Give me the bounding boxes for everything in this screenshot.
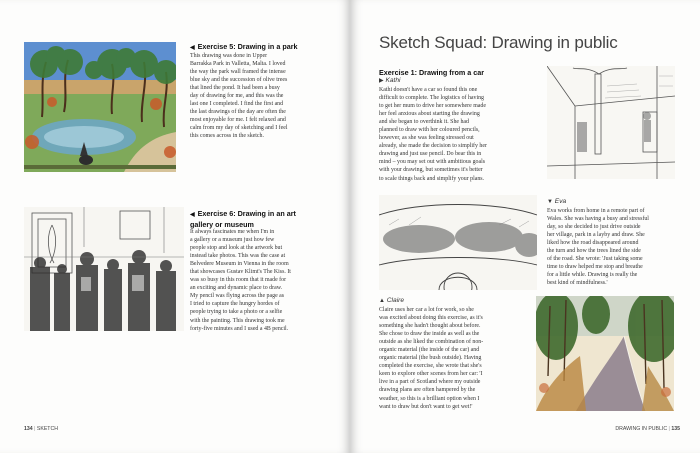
text-line: the turn and how the trees lined the side bbox=[547, 248, 641, 255]
right-arrow-icon: ▶ bbox=[379, 78, 384, 84]
text-line: completed the exercise, she wrote that she's bbox=[379, 363, 482, 370]
text-line: She chose to draw the inside as well as the bbox=[379, 331, 480, 338]
page-number: 135 bbox=[671, 426, 680, 432]
text-line: people stop and look at the artwork but bbox=[190, 245, 283, 252]
text-line: want to draw but don't want to get wet!' bbox=[379, 403, 473, 410]
exercise1-heading: Exercise 1: Drawing from a car bbox=[379, 68, 485, 77]
text-line: difficult to complete. The logistics of having bbox=[379, 95, 484, 102]
text-line: to get her mum to drive her somewhere made bbox=[379, 103, 486, 110]
text-line: last one I completed. I find the first and bbox=[190, 101, 284, 108]
exercise5-body bbox=[190, 52, 288, 141]
text-line: planned to draw with her coloured pencils, bbox=[379, 127, 480, 134]
text-line: most enjoyable for me. I felt relaxed and bbox=[190, 117, 286, 124]
text-line: a gallery or a museum just how few bbox=[190, 237, 275, 244]
text-line: Claire uses her car a lot for work, so she bbox=[379, 307, 474, 313]
text-line: her village, park in a layby and draw. She bbox=[547, 232, 645, 239]
right-folio: DRAWING IN PUBLIC | 135 bbox=[615, 426, 680, 432]
kathi-car-sketch-image bbox=[547, 66, 675, 179]
section-name: DRAWING IN PUBLIC bbox=[615, 426, 668, 432]
text-line: with the painting. This drawing took me bbox=[190, 317, 285, 324]
text-line: this comes across in the sketch. bbox=[190, 133, 264, 140]
left-folio: 134 | SKETCH bbox=[24, 426, 58, 432]
kathi-caption: ▶ Kathi bbox=[379, 77, 401, 84]
text-line: people trying to take a photo or a selfie bbox=[190, 309, 283, 316]
text-line: Kathi doesn't have a car so found this one bbox=[379, 87, 478, 93]
left-arrow-icon: ◀ bbox=[190, 212, 195, 218]
exercise6-heading: ◀ Exercise 6: Drawing in an art gallery or museum bbox=[190, 209, 296, 229]
text-line: Wales. She was having a busy and stressful bbox=[547, 216, 649, 223]
text-line: weather, so this is a brilliant option when I bbox=[379, 395, 480, 402]
text-line: best kind of mindfulness.' bbox=[547, 280, 608, 287]
text-line: blue sky and the succession of olive trees bbox=[190, 77, 288, 84]
eva-body bbox=[547, 207, 649, 287]
up-arrow-icon: ▲ bbox=[379, 298, 385, 304]
text-line: This drawing was done in Upper bbox=[190, 53, 268, 59]
text-line: time to draw helped me stop and breathe bbox=[547, 264, 643, 271]
text-line: instead take photos. This was the case at bbox=[190, 253, 286, 260]
text-line: that lined the pond. It had been a busy bbox=[190, 85, 280, 92]
text-line: her feel anxious about starting the drawing bbox=[379, 111, 480, 118]
section-name: SKETCH bbox=[36, 426, 58, 432]
text-line: mind – you may set out with ambitious goals bbox=[379, 159, 486, 166]
text-line: day of drawing for me, and this was the bbox=[190, 93, 284, 100]
left-arrow-icon: ◀ bbox=[190, 45, 195, 51]
claire-body bbox=[379, 306, 483, 411]
page-title: Sketch Squad: Drawing in public bbox=[379, 33, 618, 52]
exercise6-heading-line2: gallery or museum bbox=[190, 220, 254, 229]
text-line: Belvedere Museum in Vienna in the room bbox=[190, 261, 289, 268]
text-line: that showcases Gustav Klimt's The Kiss. It bbox=[190, 269, 291, 276]
text-line: the last drawings of the day are often the bbox=[190, 109, 286, 116]
down-arrow-icon: ▼ bbox=[547, 199, 553, 205]
park-sketch-image bbox=[24, 42, 176, 172]
exercise5-heading: ◀ Exercise 5: Drawing in a park bbox=[190, 42, 298, 51]
text-line: of the road. She wrote: 'Just taking some bbox=[547, 256, 643, 263]
right-page bbox=[350, 0, 700, 453]
text-line: Eva works from home in a remote part of bbox=[547, 208, 645, 214]
text-line: with your drawing, but sometimes it's better bbox=[379, 167, 483, 174]
text-line: My pencil was flying across the page as bbox=[190, 293, 285, 300]
text-line: an exciting and dynamic place to draw. bbox=[190, 285, 283, 292]
text-line: drawing plans are often hampered by the bbox=[379, 387, 476, 394]
text-line: Barrakka Park in Valletta, Malta. I loved bbox=[190, 61, 286, 68]
text-line: was so busy in this room that it made for bbox=[190, 277, 287, 284]
gallery-sketch-image bbox=[24, 207, 184, 331]
text-line: for a little while. Drawing is really the bbox=[547, 272, 638, 279]
text-line: day, so she decided to just drive outside bbox=[547, 224, 641, 231]
text-line: the way the park wall framed the intense bbox=[190, 69, 286, 76]
text-line: forty-five minutes and I used a 4B pencil. bbox=[190, 325, 289, 332]
text-line: and she began to overthink it. She had bbox=[379, 119, 469, 126]
claire-caption: ▲ Claire bbox=[379, 297, 405, 304]
text-line: keen to explore other scenes from her car: 'I bbox=[379, 371, 483, 378]
text-line: calm from my day of sketching and I feel bbox=[190, 125, 288, 132]
text-line: to scale things back and simplify your plans. bbox=[379, 175, 485, 182]
text-line: something she hadn't thought about before. bbox=[379, 323, 481, 330]
text-line: organic material (the inside of the car) and bbox=[379, 347, 480, 354]
text-line: It always fascinates me when I'm in bbox=[190, 229, 275, 235]
eva-caption: ▼ Eva bbox=[547, 198, 567, 205]
text-line: already, she made the decision to simplify her bbox=[379, 143, 487, 150]
text-line: liked how the road disappeared around bbox=[547, 240, 639, 247]
text-line: live in a part of Scotland where my outside bbox=[379, 379, 481, 386]
text-line: was excited about doing this exercise, as it's bbox=[379, 315, 483, 322]
page-number: 134 bbox=[24, 426, 33, 432]
text-line: however, as she was feeling stressed out bbox=[379, 135, 474, 142]
text-line: organic material (the bush outside). Having bbox=[379, 355, 482, 362]
exercise1-body bbox=[379, 86, 487, 183]
text-line: drawing and just use pencil. Do bear this in bbox=[379, 151, 482, 158]
exercise6-body bbox=[190, 228, 291, 333]
claire-car-sketch-image bbox=[379, 195, 537, 290]
eva-road-sketch-image bbox=[536, 296, 674, 411]
text-line: outside as she liked the combination of non- bbox=[379, 339, 484, 346]
text-line: I tried to capture the hungry hordes of bbox=[190, 301, 280, 308]
